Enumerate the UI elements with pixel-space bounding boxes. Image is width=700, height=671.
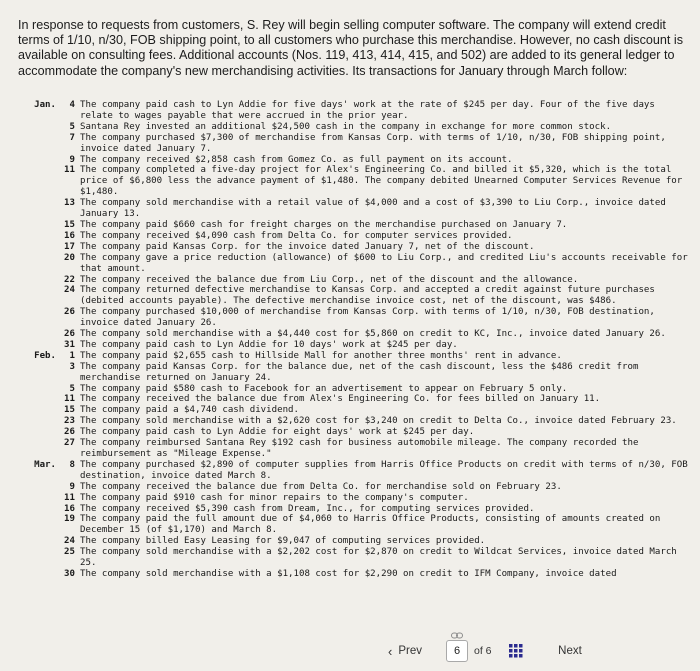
next-label: Next	[558, 645, 582, 657]
entry-day: 9	[69, 481, 75, 492]
entry-month: Feb.	[34, 350, 56, 361]
transaction-entry	[20, 405, 696, 416]
chevron-left-icon: ‹	[388, 643, 393, 659]
entry-text: The company paid Kansas Corp. for the invoice dated January 7, net of the discount.	[80, 241, 535, 252]
entry-day: 26	[64, 427, 75, 438]
transaction-entry	[20, 155, 696, 166]
transaction-entry	[20, 198, 696, 220]
entry-day: 4	[69, 100, 75, 110]
entry-month	[20, 547, 60, 569]
transaction-entry	[20, 384, 696, 395]
entry-day: 13	[64, 198, 75, 209]
transaction-entry	[20, 569, 696, 580]
entry-day: 26	[64, 307, 75, 318]
entry-text: The company received the balance due from Alex's Engineering Co. for fees billed on January 11.	[80, 394, 601, 405]
transaction-entry	[20, 460, 696, 482]
entry-day: 30	[64, 568, 75, 579]
entry-day: 11	[64, 492, 75, 503]
entry-month	[20, 220, 60, 231]
entry-day: 1	[69, 350, 75, 361]
entry-month	[20, 231, 60, 242]
transaction-entry	[20, 275, 696, 286]
entry-month	[20, 242, 60, 253]
transaction-entry	[20, 438, 696, 460]
transaction-entry	[20, 493, 696, 504]
entry-day: 5	[69, 383, 75, 394]
entry-month	[20, 329, 60, 340]
entry-month	[20, 493, 60, 504]
entry-text: The company sold merchandise with a $4,440 cost for $5,860 on credit to KC, Inc., invoice dated January 26.	[80, 329, 666, 340]
entry-text: The company purchased $7,300 of merchandise from Kansas Corp. with terms of 1/10, n/30, FOB shipping point, invoice dated January 7.	[80, 132, 666, 154]
entry-month	[20, 405, 60, 416]
entry-text: The company sold merchandise with a $1,108 cost for $2,290 on credit to IFM Company, invoice dated	[80, 568, 617, 579]
entry-text: The company paid a $4,740 cash dividend.	[80, 405, 299, 416]
entry-text: The company paid Kansas Corp. for the balance due, net of the cash discount, less the $486 credit from merchandise returned on January 24.	[80, 361, 639, 383]
entry-month	[20, 253, 60, 275]
transaction-entry	[20, 100, 696, 122]
entry-text: The company purchased $2,890 of computer supplies from Harris Office Products on credit with terms of n/30, FOB destination, invoice dated March 8.	[80, 459, 688, 481]
transaction-entry	[20, 285, 696, 307]
entry-day: 31	[64, 339, 75, 350]
entry-day: 24	[64, 536, 75, 547]
entry-day: 16	[64, 503, 75, 514]
entry-text: The company paid the full amount due of $4,060 to Harris Office Products, consisting of amounts created on December 15 (of $1,170) and March 8.	[80, 514, 661, 536]
link-icon	[451, 632, 463, 639]
entry-month	[20, 155, 60, 166]
entry-text: The company paid cash to Lyn Addie for eight days' work at $245 per day.	[80, 427, 475, 438]
entry-text: Santana Rey invested an additional $24,500 cash in the company in exchange for more common stock.	[80, 121, 612, 132]
transaction-entry	[20, 329, 696, 340]
entry-text: The company purchased $10,000 of merchandise from Kansas Corp. with terms of 1/10, n/30, FOB destination, invoice dated January 26.	[80, 307, 655, 329]
transaction-entry	[20, 122, 696, 133]
entry-text: The company received $5,390 cash from Dream, Inc., for computing services provided.	[80, 503, 535, 514]
entry-month	[20, 122, 60, 133]
prev-label: Prev	[398, 645, 422, 657]
next-button[interactable]	[540, 640, 600, 662]
entry-month	[20, 198, 60, 220]
entry-text: The company completed a five-day project for Alex's Engineering Co. and billed it $5,320, which is the total price of $6,800 less the advance payment of $1,480. The company debited Unearned Computer Services Revenue for $1,480.	[80, 165, 683, 198]
entry-month	[20, 285, 60, 307]
entry-day: 3	[69, 361, 75, 372]
entry-day: 9	[69, 154, 75, 165]
entry-text: The company sold merchandise with a $2,620 cost for $3,240 on credit to Delta Co., invoice dated February 23.	[80, 416, 677, 427]
page-count: of 6	[474, 645, 492, 657]
current-page-input[interactable]: 6	[446, 640, 468, 662]
entry-text: The company paid cash to Lyn Addie for five days' work at the rate of $245 per day. Four of the five days relate to wages payable that were accrued in the prior year.	[80, 100, 655, 121]
entry-day: 22	[64, 274, 75, 285]
transaction-entry	[20, 351, 696, 362]
entry-month	[20, 416, 60, 427]
entry-day: 27	[64, 438, 75, 449]
entry-month	[20, 340, 60, 351]
entry-month	[20, 482, 60, 493]
transaction-entry	[20, 536, 696, 547]
entry-text: The company paid $660 cash for freight charges on the merchandise purchased on January 7.	[80, 219, 568, 230]
entry-day: 20	[64, 252, 75, 263]
entry-month	[20, 307, 60, 329]
entry-text: The company received the balance due from Delta Co. for merchandise sold on February 23.	[80, 481, 562, 492]
entry-month	[20, 133, 60, 155]
entry-month: Mar.	[34, 459, 56, 470]
entry-text: The company received $4,090 cash from Delta Co. for computer services provided.	[80, 230, 513, 241]
entry-month	[20, 504, 60, 515]
entry-day: 15	[64, 219, 75, 230]
transaction-entry	[20, 253, 696, 275]
transaction-entry	[20, 504, 696, 515]
entry-day: 11	[64, 394, 75, 405]
entry-month	[20, 165, 60, 198]
entry-month	[20, 569, 60, 580]
entry-day: 17	[64, 241, 75, 252]
transaction-entry	[20, 220, 696, 231]
entry-month: Jan.	[34, 100, 56, 110]
transaction-entry	[20, 242, 696, 253]
grid-icon[interactable]	[509, 644, 523, 658]
transaction-list	[20, 100, 696, 580]
entry-day: 24	[64, 285, 75, 296]
entry-day: 5	[69, 121, 75, 132]
entry-text: The company paid cash to Lyn Addie for 10 days' work at $245 per day.	[80, 339, 458, 350]
entry-text: The company received the balance due from Liu Corp., net of the discount and the allowance.	[80, 274, 579, 285]
entry-month	[20, 438, 60, 460]
transaction-entry	[20, 133, 696, 155]
entry-month	[20, 384, 60, 395]
transaction-entry	[20, 231, 696, 242]
entry-day: 11	[64, 165, 75, 176]
entry-month	[20, 427, 60, 438]
entry-day: 23	[64, 416, 75, 427]
transaction-entry	[20, 416, 696, 427]
pagination-bar	[0, 636, 700, 671]
entry-text: The company paid $2,655 cash to Hillside Mall for another three months' rent in advance.	[80, 350, 562, 361]
entry-text: The company billed Easy Leasing for $9,047 of computing services provided.	[80, 536, 486, 547]
entry-text: The company gave a price reduction (allowance) of $600 to Liu Corp., and credited Liu's accounts receivable for that amount.	[80, 252, 688, 274]
entry-text: The company sold merchandise with a $2,202 cost for $2,870 on credit to Wildcat Services, invoice dated March 25.	[80, 547, 677, 569]
transaction-entry	[20, 427, 696, 438]
transaction-entry	[20, 165, 696, 198]
entry-text: The company reimbursed Santana Rey $192 cash for business automobile mileage. The company recorded the reimbursement as "Mileage Expense."	[80, 438, 639, 459]
entry-month	[20, 362, 60, 384]
entry-day: 25	[64, 547, 75, 558]
transaction-entry	[20, 307, 696, 329]
entry-text: The company paid $910 cash for minor repairs to the company's computer.	[80, 492, 469, 503]
entry-day: 16	[64, 230, 75, 241]
entry-text: The company paid $580 cash to Facebook for an advertisement to appear on February 5 only.	[80, 383, 568, 394]
entry-day: 26	[64, 329, 75, 340]
transaction-entry	[20, 547, 696, 569]
entry-day: 15	[64, 405, 75, 416]
transaction-entry	[20, 394, 696, 405]
entry-month	[20, 536, 60, 547]
entry-month	[20, 394, 60, 405]
entry-month	[20, 514, 60, 536]
entry-text: The company received $2,858 cash from Gomez Co. as full payment on its account.	[80, 154, 513, 165]
entry-day: 19	[64, 514, 75, 525]
transaction-entry	[20, 362, 696, 384]
entry-text: The company returned defective merchandise to Kansas Corp. and accepted a credit against future purchases (debited accounts payable). The defective merchandise invoice cost, net of the discount, was $486.	[80, 285, 655, 307]
transaction-entry	[20, 482, 696, 493]
entry-text: The company sold merchandise with a retail value of $4,000 and a cost of $3,390 to Liu Corp., invoice dated January 13.	[80, 198, 666, 220]
transaction-entry	[20, 340, 696, 351]
problem-intro: In response to requests from customers, S. Rey will begin selling computer software. The company will extend credit terms of 1/10, n/30, FOB shipping point, to all customers who purchase this merchandise. However, no cash discount is available on consulting fees. Additional accounts (Nos. 119, 413, 414, 415, and 502) are added to its general ledger to accommodate the company's new merchandising activities. Its transactions for January through March follow:	[18, 18, 684, 78]
prev-button[interactable]	[372, 640, 438, 662]
entry-month	[20, 275, 60, 286]
transaction-entry	[20, 514, 696, 536]
entry-day: 8	[69, 459, 75, 470]
entry-day: 7	[69, 132, 75, 143]
